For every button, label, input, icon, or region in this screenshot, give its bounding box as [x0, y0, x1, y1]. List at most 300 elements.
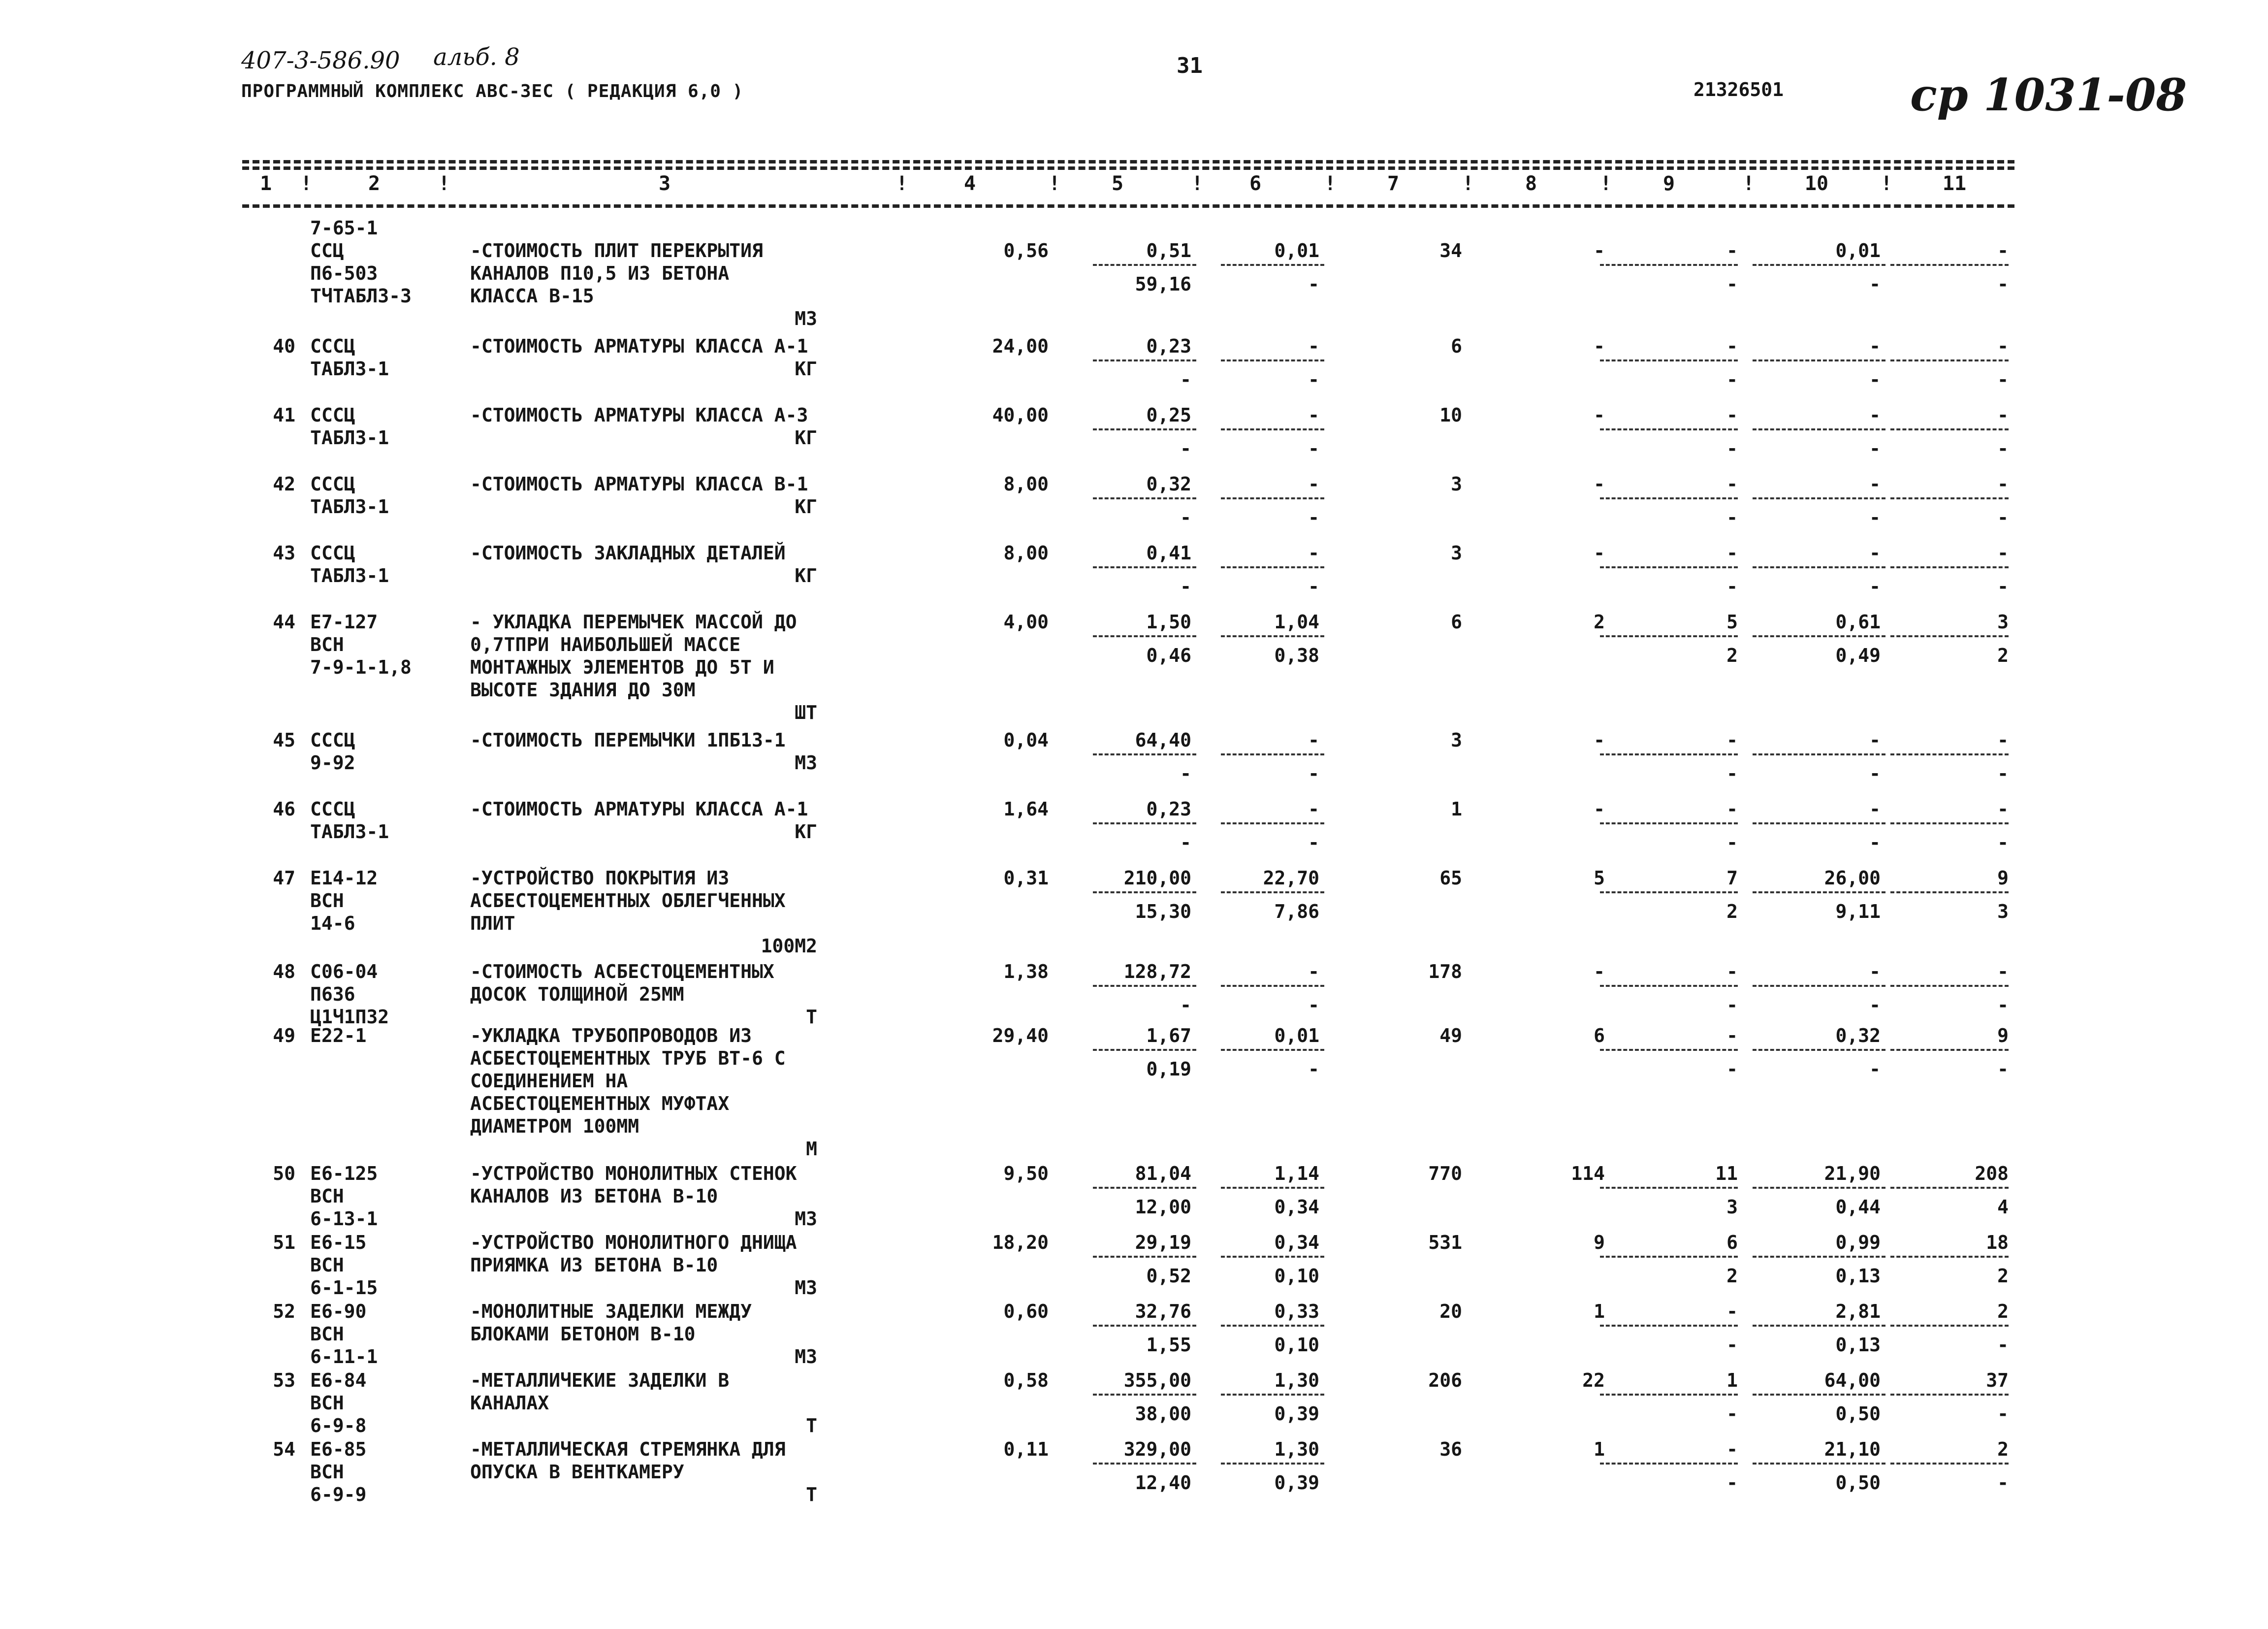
- unit-wage: 59,16: [1135, 273, 1191, 295]
- labor-total: 3: [1997, 611, 2009, 633]
- wages-total: 5: [1594, 867, 1605, 889]
- machine-wage-total: 3: [1726, 1196, 1738, 1218]
- wages-total: 2: [1594, 611, 1605, 633]
- column-separator: !: [1191, 172, 1204, 195]
- dashed-rule: [1600, 753, 1738, 755]
- column-header-2: 2: [368, 172, 381, 195]
- norm-code: ВСН: [310, 1323, 344, 1345]
- norm-code: СССЦ: [310, 542, 355, 564]
- unit-of-measure: М: [806, 1138, 817, 1160]
- labor-unit: 0,32: [1835, 1025, 1881, 1046]
- dashed-rule: [1890, 985, 2009, 987]
- wages-total: 1: [1594, 1438, 1605, 1460]
- labor-total: 9: [1997, 1025, 2009, 1046]
- labor-machines-total: 4: [1997, 1196, 2009, 1218]
- wages-total: 114: [1571, 1163, 1605, 1184]
- labor-total: 2: [1997, 1438, 2009, 1460]
- unit-of-measure: КГ: [795, 358, 817, 380]
- dashed-rule: [1890, 1463, 2009, 1465]
- unit-machine-wage: 0,39: [1274, 1403, 1319, 1425]
- document-number: 21326501: [1693, 79, 1784, 100]
- dashed-rule: [1753, 1049, 1885, 1051]
- labor-machines-total: -: [1997, 1403, 2009, 1425]
- dashed-rule: [1890, 1394, 2009, 1396]
- unit-machine-wage: 0,10: [1274, 1265, 1319, 1287]
- unit-cost-total: 1,50: [1146, 611, 1191, 633]
- wages-total: -: [1594, 542, 1605, 564]
- unit-of-measure: КГ: [795, 496, 817, 518]
- work-description: КАНАЛОВ ИЗ БЕТОНА В-10: [470, 1185, 718, 1207]
- unit-cost-machines: -: [1308, 473, 1319, 495]
- norm-code: 7-65-1: [310, 217, 378, 239]
- machine-wage-total: 2: [1726, 901, 1738, 922]
- unit-of-measure: М3: [795, 1208, 817, 1230]
- archive-stamp: cp 1031-08: [1910, 69, 2187, 121]
- column-separator: !: [1600, 172, 1612, 195]
- unit-wage: -: [1180, 369, 1191, 391]
- labor-total: -: [1997, 335, 2009, 357]
- work-description: КАНАЛОВ П10,5 ИЗ БЕТОНА: [470, 262, 730, 284]
- quantity: 0,11: [1003, 1438, 1049, 1460]
- machines-total: -: [1726, 404, 1738, 426]
- unit-cost-total: 0,23: [1146, 798, 1191, 820]
- labor-total: 2: [1997, 1301, 2009, 1322]
- dashed-rule: [1890, 891, 2009, 893]
- unit-of-measure: М3: [795, 1277, 817, 1299]
- quantity: 29,40: [992, 1025, 1049, 1046]
- unit-cost-machines: 0,34: [1274, 1232, 1319, 1253]
- dashed-rule: [1890, 359, 2009, 361]
- labor-machines: -: [1869, 273, 1881, 295]
- dashed-rule: [1600, 264, 1738, 266]
- dashed-rule: [1221, 1187, 1324, 1189]
- quantity: 8,00: [1003, 473, 1049, 495]
- labor-total: -: [1997, 240, 2009, 261]
- row-number: 46: [273, 798, 295, 820]
- unit-cost-machines: -: [1308, 404, 1319, 426]
- dashed-rule: [1600, 1394, 1738, 1396]
- dashed-rule: [1093, 1187, 1196, 1189]
- labor-total: -: [1997, 542, 2009, 564]
- norm-code: СССЦ: [310, 335, 355, 357]
- column-header-9: 9: [1662, 172, 1675, 195]
- quantity: 0,31: [1003, 867, 1049, 889]
- unit-cost-total: 0,25: [1146, 404, 1191, 426]
- quantity: 4,00: [1003, 611, 1049, 633]
- total-cost: 3: [1451, 473, 1462, 495]
- unit-wage: 0,19: [1146, 1058, 1191, 1080]
- work-description: -СТОИМОСТЬ АРМАТУРЫ КЛАССА В-1: [470, 473, 808, 495]
- wages-total: 22: [1582, 1369, 1605, 1391]
- machines-total: 7: [1726, 867, 1738, 889]
- unit-machine-wage: 7,86: [1274, 901, 1319, 922]
- dashed-rule: [1890, 822, 2009, 824]
- norm-code: Е6-85: [310, 1438, 367, 1460]
- total-cost: 531: [1428, 1232, 1462, 1253]
- dashed-rule: [1221, 635, 1324, 637]
- machines-total: -: [1726, 729, 1738, 751]
- labor-machines-total: -: [1997, 832, 2009, 853]
- labor-machines-total: -: [1997, 369, 2009, 391]
- dashed-rule: [1600, 1049, 1738, 1051]
- dashed-rule: [1221, 359, 1324, 361]
- dashed-rule: [1600, 566, 1738, 568]
- machine-wage-total: 2: [1726, 1265, 1738, 1287]
- row-number: 54: [273, 1438, 295, 1460]
- unit-of-measure: М3: [795, 752, 817, 774]
- unit-machine-wage: -: [1308, 273, 1319, 295]
- unit-cost-machines: -: [1308, 335, 1319, 357]
- norm-code: Е6-84: [310, 1369, 367, 1391]
- machines-total: 11: [1715, 1163, 1738, 1184]
- labor-machines-total: -: [1997, 1334, 2009, 1356]
- machines-total: -: [1726, 798, 1738, 820]
- labor-machines: -: [1869, 763, 1881, 784]
- work-description: -МЕТАЛЛИЧЕСКАЯ СТРЕМЯНКА ДЛЯ: [470, 1438, 786, 1460]
- labor-machines: 0,13: [1835, 1334, 1881, 1356]
- column-separator: !: [1324, 172, 1337, 195]
- row-number: 50: [273, 1163, 295, 1184]
- dashed-rule: [1600, 1256, 1738, 1258]
- unit-of-measure: 100М2: [761, 935, 817, 957]
- column-separator: !: [1462, 172, 1474, 195]
- dashed-rule: [1753, 985, 1885, 987]
- unit-of-measure: М3: [795, 308, 817, 329]
- norm-code: 6-1-15: [310, 1277, 378, 1299]
- dashed-rule: [1093, 264, 1196, 266]
- dashed-rule: [1753, 359, 1885, 361]
- dashed-rule: [1600, 497, 1738, 499]
- labor-machines: -: [1869, 994, 1881, 1016]
- quantity: 0,58: [1003, 1369, 1049, 1391]
- dashed-rule: [1221, 1049, 1324, 1051]
- labor-total: -: [1997, 473, 2009, 495]
- dashed-rule: [1221, 753, 1324, 755]
- machines-total: -: [1726, 335, 1738, 357]
- labor-unit: 26,00: [1824, 867, 1881, 889]
- dashed-rule: [1221, 1325, 1324, 1327]
- labor-total: -: [1997, 961, 2009, 982]
- unit-of-measure: Т: [806, 1006, 817, 1028]
- norm-code: 9-92: [310, 752, 355, 774]
- machines-total: 5: [1726, 611, 1738, 633]
- unit-cost-total: 1,67: [1146, 1025, 1191, 1046]
- norm-code: Е22-1: [310, 1025, 367, 1046]
- unit-cost-total: 0,41: [1146, 542, 1191, 564]
- dashed-rule: [1093, 1049, 1196, 1051]
- dashed-rule: [1093, 1394, 1196, 1396]
- unit-of-measure: ШТ: [795, 702, 817, 723]
- work-description: АСБЕСТОЦЕМЕНТНЫХ ОБЛЕГЧЕННЫХ: [470, 890, 786, 912]
- labor-unit: -: [1869, 335, 1881, 357]
- norm-code: ТАБЛ3-1: [310, 358, 389, 380]
- column-separator: !: [300, 172, 313, 195]
- dashed-rule: [1753, 264, 1885, 266]
- wages-total: -: [1594, 961, 1605, 982]
- total-cost: 34: [1439, 240, 1462, 261]
- total-cost: 36: [1439, 1438, 1462, 1460]
- unit-cost-total: 210,00: [1123, 867, 1191, 889]
- labor-machines: 0,49: [1835, 645, 1881, 666]
- unit-cost-machines: 0,01: [1274, 240, 1319, 261]
- row-number: 45: [273, 729, 295, 751]
- unit-wage: 12,40: [1135, 1472, 1191, 1494]
- total-cost: 6: [1451, 611, 1462, 633]
- labor-machines-total: -: [1997, 763, 2009, 784]
- work-description: - УКЛАДКА ПЕРЕМЫЧЕК МАССОЙ ДО: [470, 611, 797, 633]
- labor-machines-total: -: [1997, 994, 2009, 1016]
- labor-machines: -: [1869, 369, 1881, 391]
- norm-code: 6-9-8: [310, 1415, 367, 1436]
- work-description: -СТОИМОСТЬ АСБЕСТОЦЕМЕНТНЫХ: [470, 961, 774, 982]
- labor-unit: 0,61: [1835, 611, 1881, 633]
- machine-wage-total: 2: [1726, 645, 1738, 666]
- work-description: ПЛИТ: [470, 912, 515, 934]
- labor-unit: 64,00: [1824, 1369, 1881, 1391]
- column-separator: !: [1881, 172, 1893, 195]
- labor-machines: 0,44: [1835, 1196, 1881, 1218]
- table-header-bottom-border: [242, 204, 2014, 208]
- total-cost: 178: [1428, 961, 1462, 982]
- unit-wage: -: [1180, 438, 1191, 459]
- work-description: -УСТРОЙСТВО МОНОЛИТНЫХ СТЕНОК: [470, 1163, 797, 1184]
- total-cost: 1: [1451, 798, 1462, 820]
- dashed-rule: [1093, 1463, 1196, 1465]
- dashed-rule: [1890, 428, 2009, 430]
- dashed-rule: [1753, 891, 1885, 893]
- norm-code: ВСН: [310, 634, 344, 655]
- unit-cost-total: 128,72: [1123, 961, 1191, 982]
- unit-wage: 12,00: [1135, 1196, 1191, 1218]
- labor-machines-total: -: [1997, 273, 2009, 295]
- work-description: -УСТРОЙСТВО ПОКРЫТИЯ ИЗ: [470, 867, 730, 889]
- dashed-rule: [1753, 753, 1885, 755]
- wages-total: 6: [1594, 1025, 1605, 1046]
- dashed-rule: [1093, 1325, 1196, 1327]
- dashed-rule: [1753, 635, 1885, 637]
- quantity: 0,60: [1003, 1301, 1049, 1322]
- norm-code: СССЦ: [310, 404, 355, 426]
- unit-machine-wage: 0,38: [1274, 645, 1319, 666]
- unit-cost-total: 0,23: [1146, 335, 1191, 357]
- column-header-4: 4: [963, 172, 976, 195]
- machine-wage-total: -: [1726, 994, 1738, 1016]
- dashed-rule: [1753, 497, 1885, 499]
- unit-machine-wage: -: [1308, 763, 1319, 784]
- work-description: -СТОИМОСТЬ АРМАТУРЫ КЛАССА А-3: [470, 404, 808, 426]
- dashed-rule: [1221, 822, 1324, 824]
- column-header-7: 7: [1387, 172, 1400, 195]
- total-cost: 770: [1428, 1163, 1462, 1184]
- norm-code: ТАБЛ3-1: [310, 565, 389, 586]
- labor-unit: -: [1869, 473, 1881, 495]
- unit-wage: -: [1180, 507, 1191, 528]
- work-description: АСБЕСТОЦЕМЕНТНЫХ ТРУБ ВТ-6 С: [470, 1047, 786, 1069]
- unit-wage: -: [1180, 763, 1191, 784]
- dashed-rule: [1221, 1256, 1324, 1258]
- column-separator: !: [1049, 172, 1061, 195]
- unit-cost-machines: -: [1308, 961, 1319, 982]
- column-separator: !: [438, 172, 450, 195]
- dashed-rule: [1600, 1187, 1738, 1189]
- unit-cost-total: 355,00: [1123, 1369, 1191, 1391]
- quantity: 0,04: [1003, 729, 1049, 751]
- unit-wage: 0,46: [1146, 645, 1191, 666]
- labor-total: 18: [1986, 1232, 2009, 1253]
- dashed-rule: [1890, 1049, 2009, 1051]
- dashed-rule: [1753, 1256, 1885, 1258]
- row-number: 52: [273, 1301, 295, 1322]
- unit-cost-machines: 1,30: [1274, 1438, 1319, 1460]
- unit-machine-wage: -: [1308, 438, 1319, 459]
- norm-code: ВСН: [310, 890, 344, 912]
- work-description: -СТОИМОСТЬ ЗАКЛАДНЫХ ДЕТАЛЕЙ: [470, 542, 786, 564]
- dashed-rule: [1093, 985, 1196, 987]
- dashed-rule: [1221, 1463, 1324, 1465]
- work-description: -СТОИМОСТЬ АРМАТУРЫ КЛАССА А-1: [470, 335, 808, 357]
- labor-machines: 0,50: [1835, 1403, 1881, 1425]
- norm-code: Е6-15: [310, 1232, 367, 1253]
- machines-total: -: [1726, 1301, 1738, 1322]
- dashed-rule: [1890, 1187, 2009, 1189]
- dashed-rule: [1753, 822, 1885, 824]
- dashed-rule: [1093, 428, 1196, 430]
- work-description: ВЫСОТЕ ЗДАНИЯ ДО 30М: [470, 679, 696, 701]
- unit-cost-machines: 0,33: [1274, 1301, 1319, 1322]
- dashed-rule: [1890, 753, 2009, 755]
- dashed-rule: [1093, 822, 1196, 824]
- work-description: ОПУСКА В ВЕНТКАМЕРУ: [470, 1461, 684, 1483]
- dashed-rule: [1221, 264, 1324, 266]
- program-title: ПРОГРАММНЫЙ КОМПЛЕКС АВС-3ЕС ( РЕДАКЦИЯ 6,0 ): [241, 81, 744, 101]
- column-header-8: 8: [1525, 172, 1537, 195]
- quantity: 1,38: [1003, 961, 1049, 982]
- unit-wage: 38,00: [1135, 1403, 1191, 1425]
- quantity: 0,56: [1003, 240, 1049, 261]
- norm-code: СССЦ: [310, 729, 355, 751]
- unit-wage: -: [1180, 832, 1191, 853]
- labor-machines: 0,50: [1835, 1472, 1881, 1494]
- wages-total: -: [1594, 240, 1605, 261]
- work-description: -УКЛАДКА ТРУБОПРОВОДОВ ИЗ: [470, 1025, 752, 1046]
- work-description: ДОСОК ТОЛЩИНОЙ 25ММ: [470, 983, 684, 1005]
- row-number: 43: [273, 542, 295, 564]
- norm-code: 6-11-1: [310, 1346, 378, 1368]
- labor-unit: 0,99: [1835, 1232, 1881, 1253]
- quantity: 9,50: [1003, 1163, 1049, 1184]
- dashed-rule: [1221, 428, 1324, 430]
- labor-unit: -: [1869, 404, 1881, 426]
- norm-code: Е7-127: [310, 611, 378, 633]
- norm-code: ТАБЛ3-1: [310, 496, 389, 518]
- quantity: 1,64: [1003, 798, 1049, 820]
- norm-code: ССЦ: [310, 240, 344, 261]
- labor-machines: -: [1869, 438, 1881, 459]
- unit-of-measure: КГ: [795, 427, 817, 449]
- machine-wage-total: -: [1726, 1472, 1738, 1494]
- norm-code: ТАБЛ3-1: [310, 821, 389, 843]
- norm-code: ВСН: [310, 1461, 344, 1483]
- unit-cost-total: 64,40: [1135, 729, 1191, 751]
- row-number: 47: [273, 867, 295, 889]
- row-number: 48: [273, 961, 295, 982]
- machine-wage-total: -: [1726, 832, 1738, 853]
- labor-machines-total: -: [1997, 507, 2009, 528]
- wages-total: 1: [1594, 1301, 1605, 1322]
- dashed-rule: [1890, 497, 2009, 499]
- unit-cost-total: 329,00: [1123, 1438, 1191, 1460]
- machines-total: -: [1726, 1438, 1738, 1460]
- work-description: -МЕТАЛЛИЧЕКИЕ ЗАДЕЛКИ В: [470, 1369, 730, 1391]
- labor-machines: 9,11: [1835, 901, 1881, 922]
- row-number: 42: [273, 473, 295, 495]
- row-number: 49: [273, 1025, 295, 1046]
- unit-wage: 15,30: [1135, 901, 1191, 922]
- column-header-6: 6: [1249, 172, 1262, 195]
- norm-code: Е6-125: [310, 1163, 378, 1184]
- labor-machines: -: [1869, 1058, 1881, 1080]
- labor-unit: -: [1869, 798, 1881, 820]
- total-cost: 6: [1451, 335, 1462, 357]
- unit-machine-wage: -: [1308, 369, 1319, 391]
- row-number: 51: [273, 1232, 295, 1253]
- norm-code: П636: [310, 983, 355, 1005]
- dashed-rule: [1890, 566, 2009, 568]
- norm-code: 6-13-1: [310, 1208, 378, 1230]
- dashed-rule: [1221, 497, 1324, 499]
- machine-wage-total: -: [1726, 763, 1738, 784]
- dashed-rule: [1890, 264, 2009, 266]
- unit-cost-total: 29,19: [1135, 1232, 1191, 1253]
- machine-wage-total: -: [1726, 1058, 1738, 1080]
- wages-total: 9: [1594, 1232, 1605, 1253]
- dashed-rule: [1890, 1325, 2009, 1327]
- labor-machines-total: 2: [1997, 645, 2009, 666]
- total-cost: 206: [1428, 1369, 1462, 1391]
- machine-wage-total: -: [1726, 507, 1738, 528]
- norm-code: СССЦ: [310, 473, 355, 495]
- dashed-rule: [1093, 566, 1196, 568]
- unit-cost-total: 81,04: [1135, 1163, 1191, 1184]
- machine-wage-total: -: [1726, 273, 1738, 295]
- column-header-3: 3: [658, 172, 671, 195]
- dashed-rule: [1600, 428, 1738, 430]
- row-number: 40: [273, 335, 295, 357]
- unit-machine-wage: -: [1308, 994, 1319, 1016]
- work-description: 0,7ТПРИ НАИБОЛЬШЕЙ МАССЕ: [470, 634, 741, 655]
- work-description: КАНАЛАХ: [470, 1392, 549, 1414]
- norm-code: 6-9-9: [310, 1484, 367, 1505]
- dashed-rule: [1600, 1325, 1738, 1327]
- labor-unit: 0,01: [1835, 240, 1881, 261]
- dashed-rule: [1890, 1256, 2009, 1258]
- work-description: БЛОКАМИ БЕТОНОМ В-10: [470, 1323, 696, 1345]
- machine-wage-total: -: [1726, 369, 1738, 391]
- norm-code: 14-6: [310, 912, 355, 934]
- total-cost: 49: [1439, 1025, 1462, 1046]
- labor-unit: 21,90: [1824, 1163, 1881, 1184]
- norm-code: Ц1Ч1П32: [310, 1006, 389, 1028]
- norm-code: 7-9-1-1,8: [310, 656, 412, 678]
- dashed-rule: [1093, 753, 1196, 755]
- work-description: ПРИЯМКА ИЗ БЕТОНА В-10: [470, 1254, 718, 1276]
- work-description: -МОНОЛИТНЫЕ ЗАДЕЛКИ МЕЖДУ: [470, 1301, 752, 1322]
- wages-total: -: [1594, 473, 1605, 495]
- quantity: 18,20: [992, 1232, 1049, 1253]
- labor-machines: 0,13: [1835, 1265, 1881, 1287]
- norm-code: Е14-12: [310, 867, 378, 889]
- labor-total: 9: [1997, 867, 2009, 889]
